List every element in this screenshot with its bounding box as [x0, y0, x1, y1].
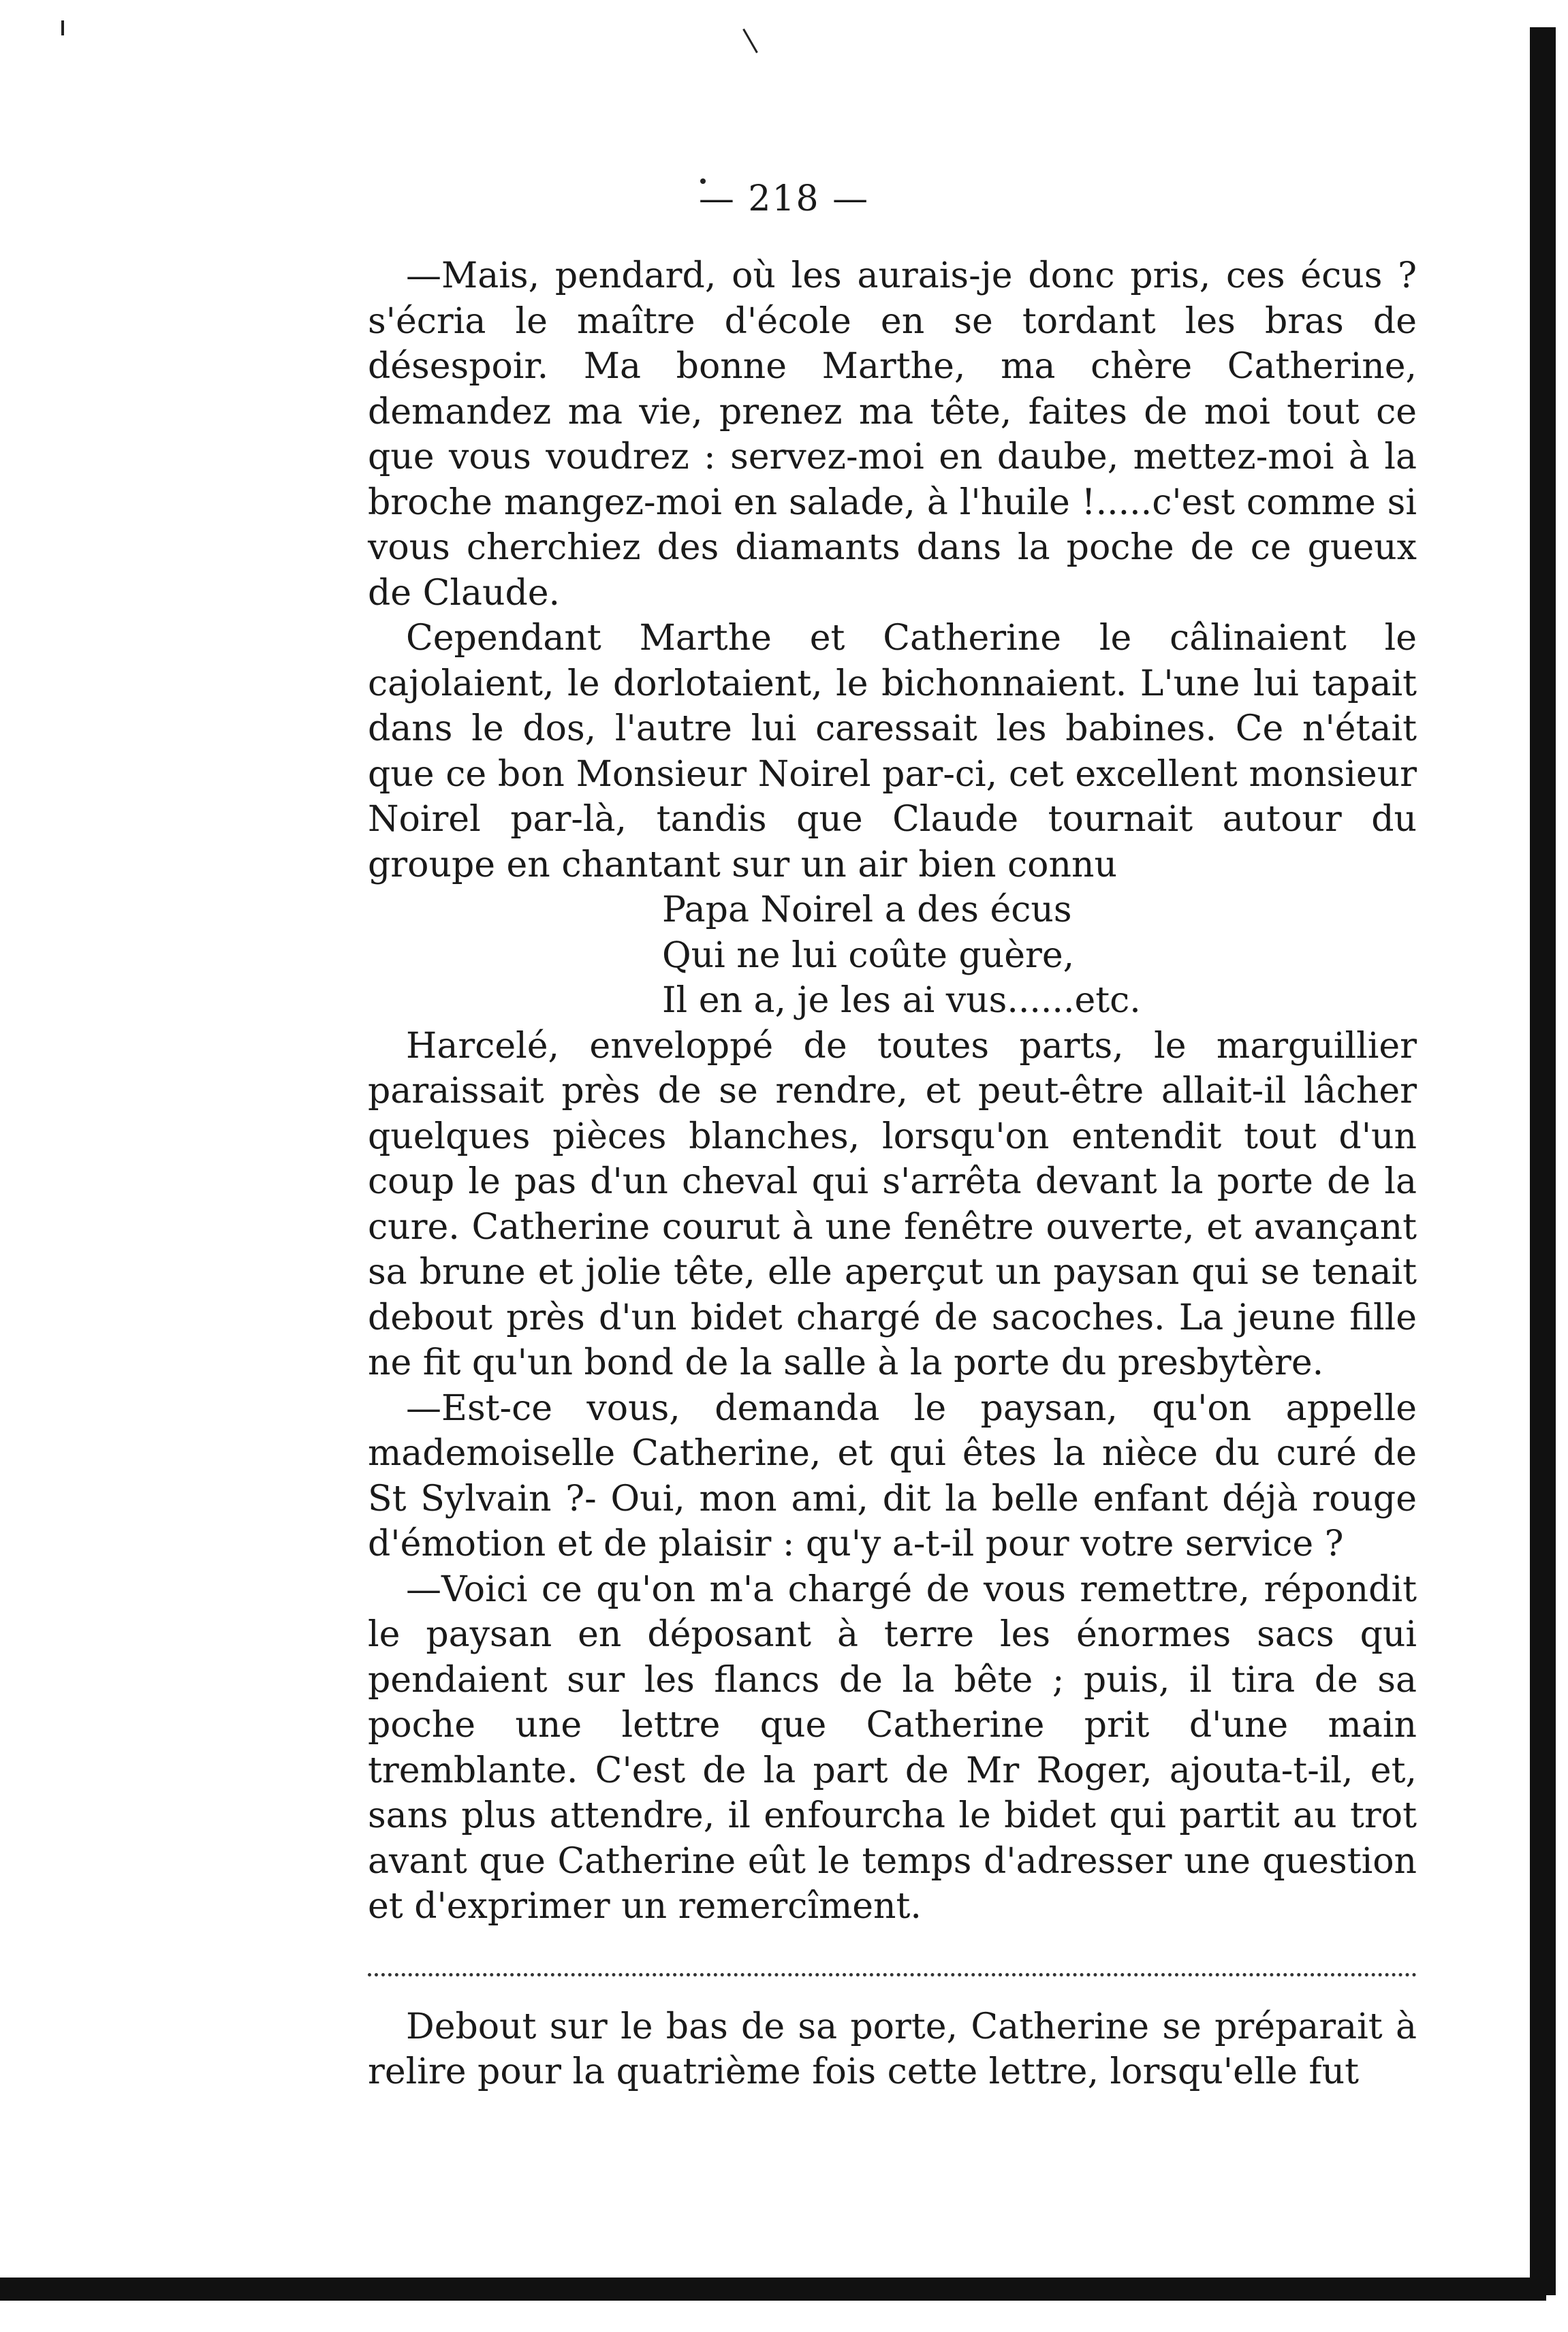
scan-speck — [742, 29, 758, 53]
verse-line: Il en a, je les ai vus......etc. — [662, 980, 1141, 1021]
scan-border-right — [1530, 27, 1556, 2295]
paragraph: —Voici ce qu'on m'a chargé de vous remettre, répondit le paysan en déposant à terre les énormes sacs qui pendaient sur les flancs de la bête ; puis, il tira de sa poche une lettre que Catherine prit d'une main tremblante. C'est de la part de Mr Roger, ajouta-t-il, et, sans plus attendre, il enfourcha le bidet qui partit au trot avant que Catherine eût le temps d'adresser une question et d'exprimer un remercîment. — [368, 1569, 1417, 1927]
scan-border-bottom — [0, 2278, 1546, 2301]
verse-line: Papa Noirel a des écus — [662, 889, 1072, 930]
dotted-section-divider — [368, 1953, 1417, 1998]
paragraph: —Est-ce vous, demanda le paysan, qu'on appelle mademoiselle Catherine, et qui êtes la nièce du curé de St Sylvain ?- Oui, mon ami, dit la belle enfant déjà rouge d'émotion et de plaisir : qu'y a-t-il pour votre service ? — [368, 1387, 1417, 1564]
paragraph: Cependant Marthe et Catherine le câlinaient le cajolaient, le dorlotaient, le bichonnaient. L'une lui tapait dans le dos, l'autre lui caressait les babines. Ce n'était que ce bon Monsieur Noirel par-ci, cet excellent monsieur Noirel par-là, tandis que Claude tournait autour du groupe en chantant sur un air bien connu — [368, 618, 1417, 885]
body-text — [368, 253, 1417, 2095]
paragraph: —Mais, pendard, où les aurais-je donc pris, ces écus ? s'écria le maître d'école en se tordant les bras de désespoir. Ma bonne Marthe, ma chère Catherine, demandez ma vie, prenez ma tête, faites de moi tout ce que vous voudrez : servez-moi en daube, mettez-moi à la broche mangez-moi en salade, à l'huile !.....c'est comme si vous cherchiez des diamants dans la poche de ce gueux de Claude. — [368, 255, 1417, 614]
song-verse — [368, 887, 1417, 1024]
page-number: — 218 — — [698, 178, 870, 219]
paragraph: Debout sur le bas de sa porte, Catherine se préparait à relire pour la quatrième fois cette lettre, lorsqu'elle fut — [368, 2006, 1417, 2092]
paragraph: Harcelé, enveloppé de toutes parts, le marguillier paraissait près de se rendre, et peut-être allait-il lâcher quelques pièces blanches, lorsqu'on entendit tout d'un coup le pas d'un cheval qui s'arrêta devant la porte de la cure. Catherine courut à une fenêtre ouverte, et avançant sa brune et jolie tête, elle aperçut un paysan qui se tenait debout près d'un bidet chargé de sacoches. La jeune fille ne fit qu'un bond de la salle à la porte du presbytère. — [368, 1025, 1417, 1383]
scan-speck — [61, 20, 64, 35]
verse-line: Qui ne lui coûte guère, — [662, 934, 1075, 976]
